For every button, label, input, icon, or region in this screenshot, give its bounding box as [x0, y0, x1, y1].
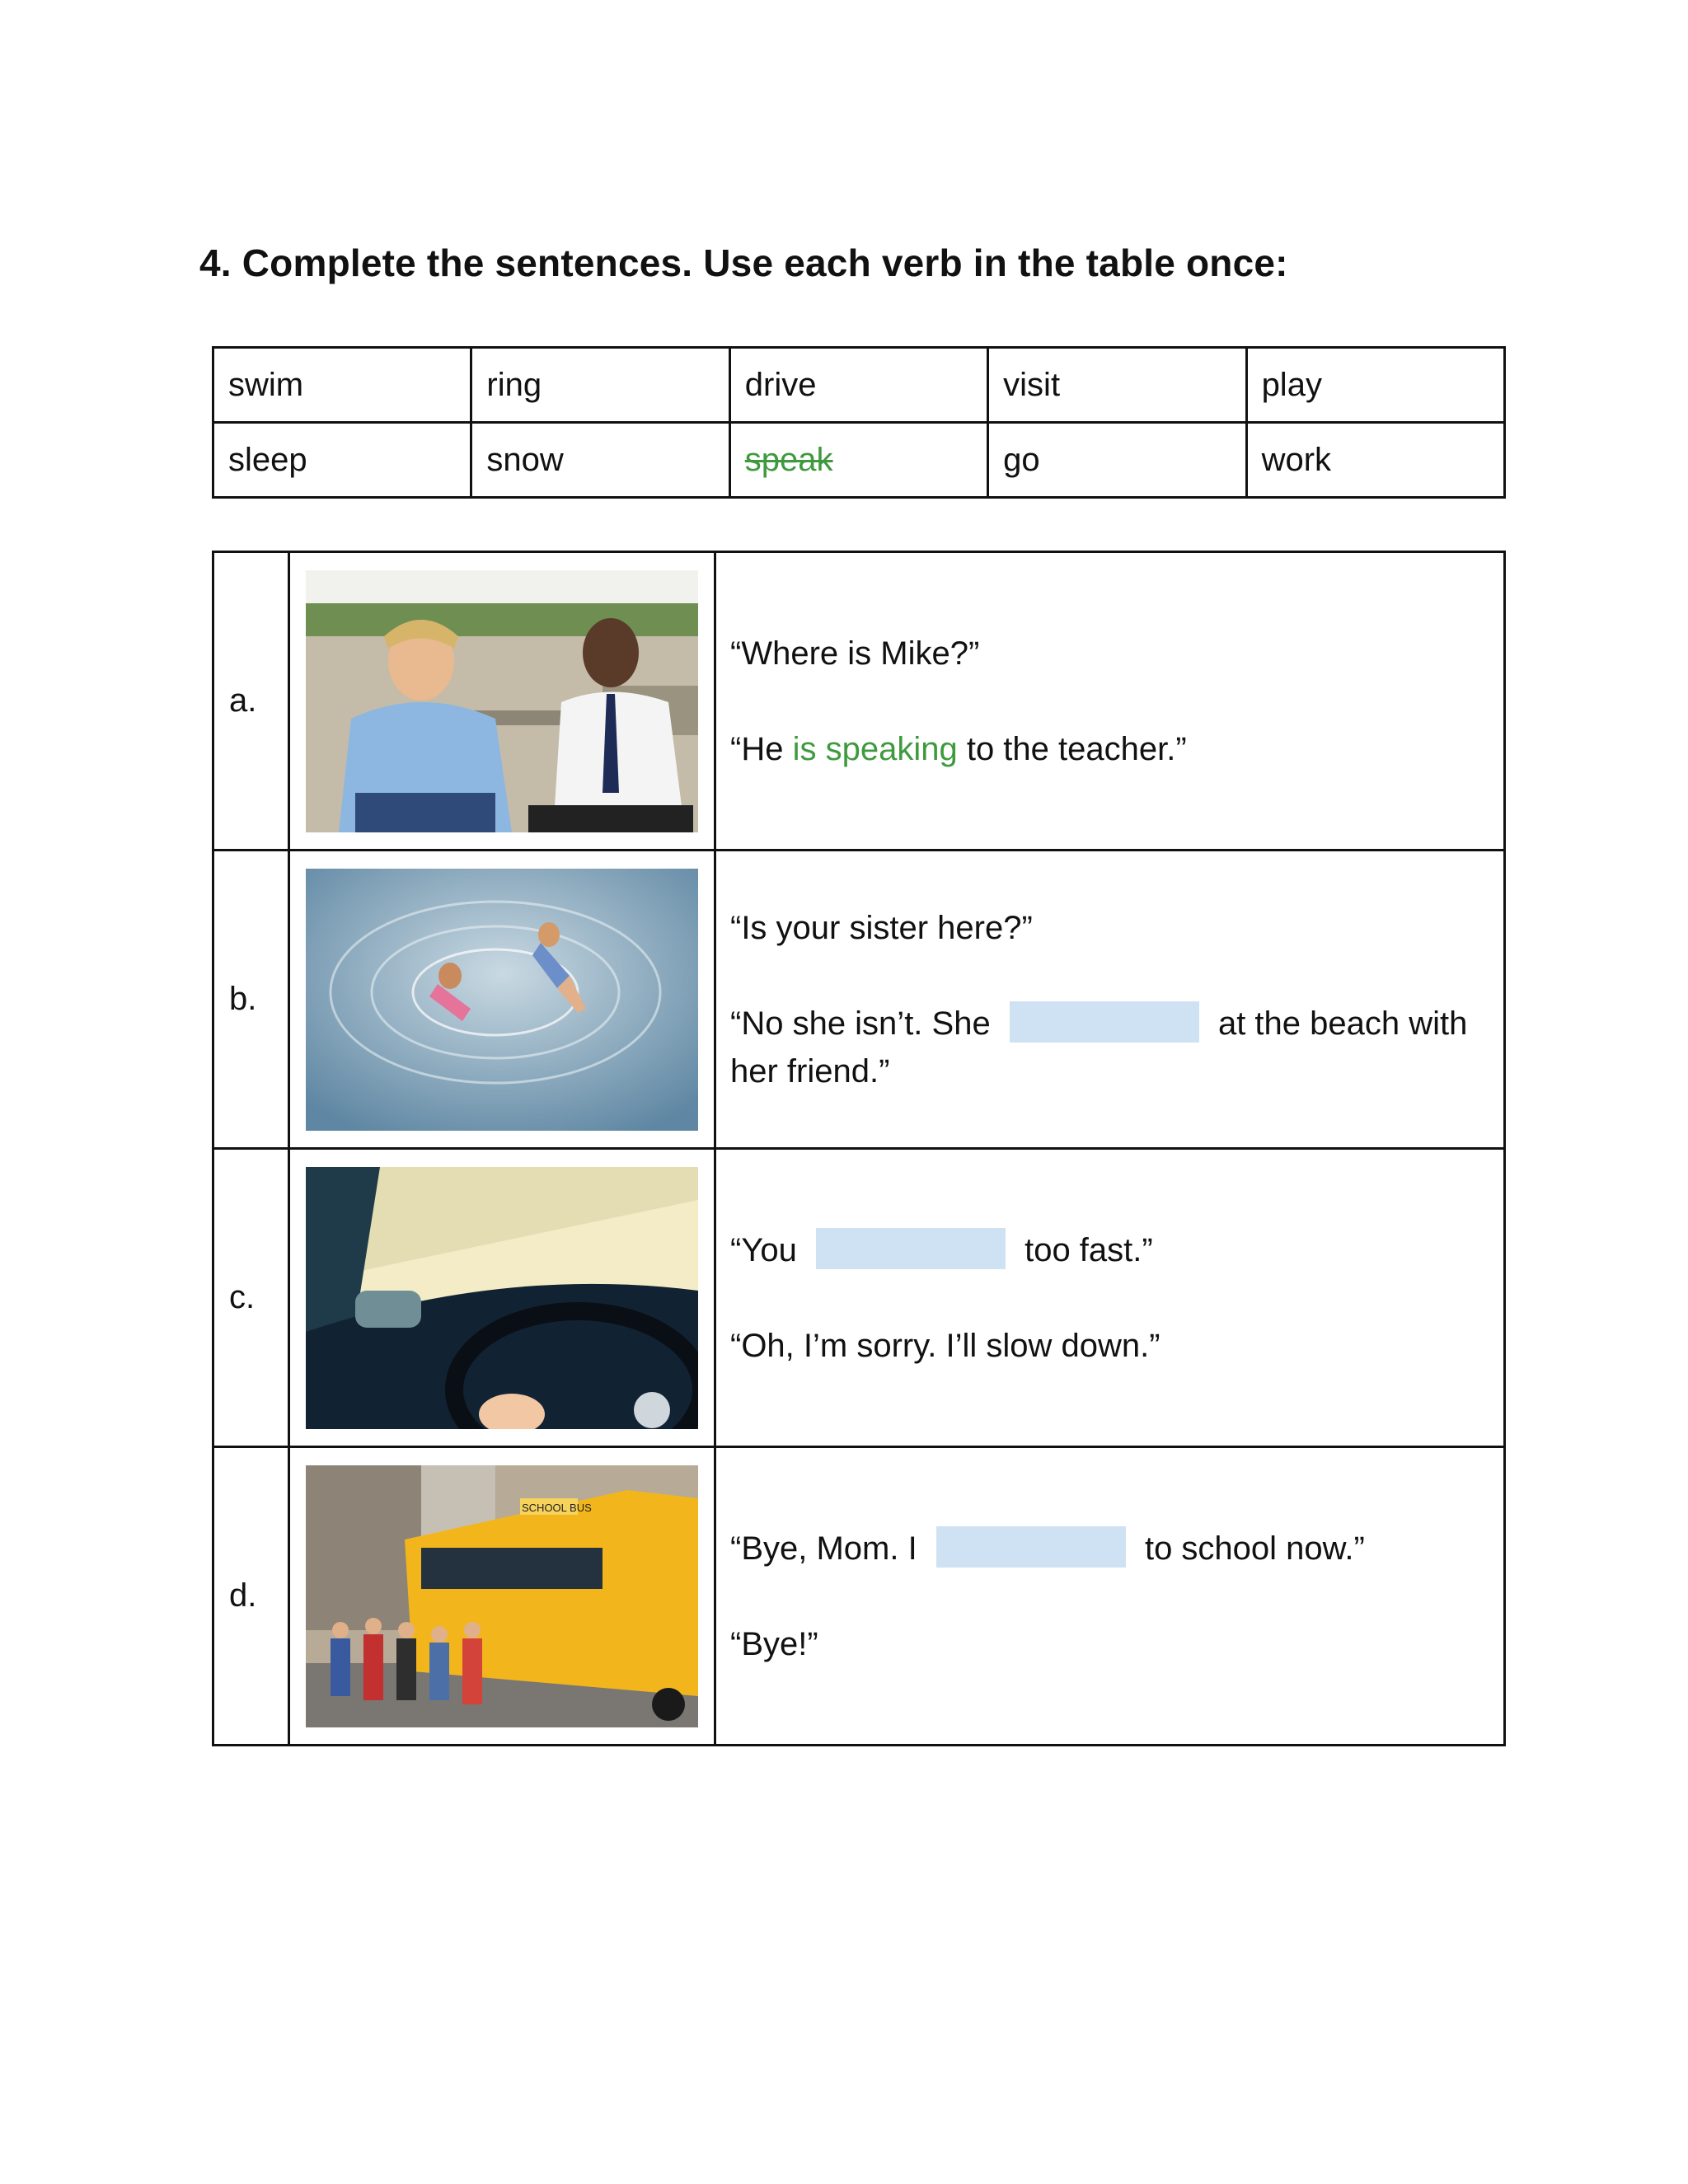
filled-answer[interactable]: is speaking — [792, 730, 958, 767]
sentence-end: too fast.” — [1025, 1231, 1153, 1268]
answer-line — [730, 1000, 1484, 1095]
verb-cell: ring — [471, 348, 729, 423]
question-line — [730, 1226, 1484, 1274]
question-line: “Where is Mike?” — [730, 635, 980, 672]
exercise-heading: 4. Complete the sentences. Use each verb in the table once: — [199, 241, 1288, 284]
verb-cell: snow — [471, 423, 729, 498]
bus-sign-text: SCHOOL BUS — [522, 1501, 592, 1514]
exercise-row-b — [213, 851, 1505, 1149]
exercise-row-a — [213, 552, 1505, 851]
sentence-start: “He — [730, 730, 784, 767]
exercise-table — [212, 551, 1506, 1746]
school-bus-illustration — [306, 1465, 698, 1727]
picture-cell — [289, 851, 715, 1149]
question-line: “Is your sister here?” — [730, 909, 1033, 946]
answer-blank[interactable] — [1010, 1001, 1199, 1043]
question-line — [730, 1525, 1484, 1572]
picture-cell — [289, 552, 715, 851]
sentence-end: to school now.” — [1144, 1530, 1365, 1567]
exercise-letter: a. — [213, 552, 289, 851]
exercise-letter: d. — [213, 1447, 289, 1746]
exercise-row-d — [213, 1447, 1505, 1746]
picture-cell — [289, 1447, 715, 1746]
verb-row-1 — [213, 348, 1505, 423]
exercise-letter: c. — [213, 1149, 289, 1447]
verb-cell: work — [1246, 423, 1504, 498]
exercise-text-d — [715, 1447, 1505, 1746]
children-swimming-illustration — [306, 869, 698, 1131]
answer-line — [730, 725, 1484, 773]
verb-table — [212, 346, 1506, 499]
exercise-text-a — [715, 552, 1505, 851]
sentence-start: “You — [730, 1231, 797, 1268]
reply-line: “Bye!” — [730, 1625, 818, 1662]
picture-cell — [289, 1149, 715, 1447]
school-bus-photo — [306, 1465, 698, 1727]
two-men-talking-photo — [306, 570, 698, 832]
answer-blank[interactable] — [816, 1228, 1006, 1269]
verb-cell: visit — [988, 348, 1246, 423]
car-dashboard-illustration — [306, 1167, 698, 1429]
car-dashboard-photo — [306, 1167, 698, 1429]
verb-row-2 — [213, 423, 1505, 498]
two-men-talking-illustration — [306, 570, 698, 832]
exercise-text-c — [715, 1149, 1505, 1447]
verb-cell-used: speak — [729, 423, 987, 498]
children-swimming-photo — [306, 869, 698, 1131]
sentence-end: at the beach with her friend.” — [730, 1005, 1468, 1090]
reply-line: “Oh, I’m sorry. I’ll slow down.” — [730, 1327, 1160, 1364]
sentence-start: “No she isn’t. She — [730, 1005, 991, 1042]
verb-cell: go — [988, 423, 1246, 498]
exercise-text-b — [715, 851, 1505, 1149]
sentence-start: “Bye, Mom. I — [730, 1530, 917, 1567]
verb-cell: swim — [213, 348, 471, 423]
sentence-end: to the teacher.” — [966, 730, 1187, 767]
exercise-letter: b. — [213, 851, 289, 1149]
verb-cell: sleep — [213, 423, 471, 498]
verb-cell: drive — [729, 348, 987, 423]
verb-cell: play — [1246, 348, 1504, 423]
exercise-row-c — [213, 1149, 1505, 1447]
answer-blank[interactable] — [936, 1526, 1126, 1568]
